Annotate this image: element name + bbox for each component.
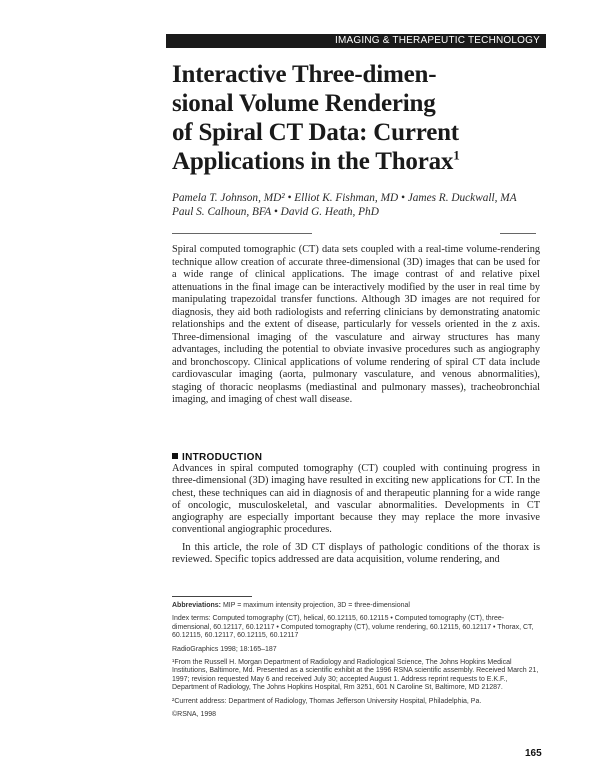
authors-line-1: Pamela T. Johnson, MD² • Elliot K. Fishman, MD • James R. Duckwall, MA [172,192,517,204]
section-header-bar [166,34,546,48]
introduction-heading-label: INTRODUCTION [182,452,263,463]
title-line: of Spiral CT Data: Current [172,119,459,146]
abbreviations-label: Abbreviations: [172,602,222,609]
title-line: Interactive Three-dimen- [172,61,437,88]
affiliation-note: ¹From the Russell H. Morgan Department of Radiology and Radiological Science, The Johns Hopkins Medical Institutions, Baltimore, Md. Presented as a scientific exhibit at the 1996 RSNA scientific assembly. Received March 21, 1997; revision requested May 6 and received July 30; accepted August 1. Address reprint requests to E.K.F., Department of Radiology, The Johns Hopkins Hospital, Rm 3251, 601 N Caroline St, Baltimore, MD 21287. [172,659,539,692]
abstract-divider-right [500,233,536,234]
title-footnote-marker: 1 [453,147,460,163]
section-header-label: IMAGING & THERAPEUTIC TECHNOLOGY [335,35,540,46]
body-paragraph: Advances in spiral computed tomography (CT) coupled with continuing progress in three-dimensional (3D) imaging have resulted in exciting new applications for CT. In the chest, these techniques can aid in diagnosis of and therapeutic planning for a wide range of oncologic, musculoskeletal, and vascular abnormalities. Developments in CT angiography are especially important because they may replace the more invasive conventional angiographic procedures. [172,463,540,536]
index-terms: Index terms: Computed tomography (CT), helical, 60.12115, 60.12115 • Computed tomography (CT), three-dimensional, 60.12117, 60.12117 • Computed tomography (CT), volume rendering, 60.12115, 60.12117 • Thorax, CT, 60.12115, 60.12117, 60.12115, 60.12117 [172,615,534,640]
introduction-body [172,463,540,571]
current-address-note: ²Current address: Department of Radiology, Thomas Jefferson University Hospital, Philadelphia, Pa. [172,697,482,705]
citation: RadioGraphics 1998; 18:165–187 [172,645,277,653]
author-list [172,191,552,219]
abstract: Spiral computed tomographic (CT) data sets coupled with a real-time volume-rendering technique allow creation of accurate three-dimensional (3D) images that can be used for a wide range of clinical applications. The image contrast of and relative pixel attenuations in the final image can be interactively modified by the user in real time by manipulating trapezoidal transfer functions. Although 3D images are not required for diagnosis, they aid both radiologists and referring clinicians by demonstrating anatomic relationships and the extent of disease, particularly for vessels oriented in the z axis. Three-dimensional imaging of the vasculature and airway structures has many advantages, including the potential to obviate invasive procedures such as angiography and bronchoscopy. Clinical applications of volume rendering of spiral CT data include cardiovascular imaging (aorta, pulmonary vasculature, and venous abnormalities), staging of thoracic neoplasms (mediastinal and pulmonary masses), tracheobronchial imaging, and imaging of chest wall disease. [172,244,540,405]
body-paragraph: In this article, the role of 3D CT displays of pathologic conditions of the thorax is reviewed. Specific topics addressed are data acquisition, volume rendering, and [172,541,540,566]
article-title [172,60,547,176]
abbreviations-note [172,602,542,610]
title-line-last [172,147,547,176]
footnote-divider [172,596,252,597]
authors-line-2: Paul S. Calhoun, BFA • David G. Heath, PhD [172,206,379,218]
abstract-divider-left [172,233,312,234]
page-number: 165 [525,748,542,759]
title-line: sional Volume Rendering [172,90,436,117]
introduction-heading [172,452,262,463]
footnotes [172,602,542,724]
heading-square-icon [172,453,178,459]
title-line-text: Applications in the Thorax [172,148,454,175]
copyright-note: ©RSNA, 1998 [172,711,217,719]
abbreviations-text: MIP = maximum intensity projection, 3D = three-dimensional [222,602,410,609]
